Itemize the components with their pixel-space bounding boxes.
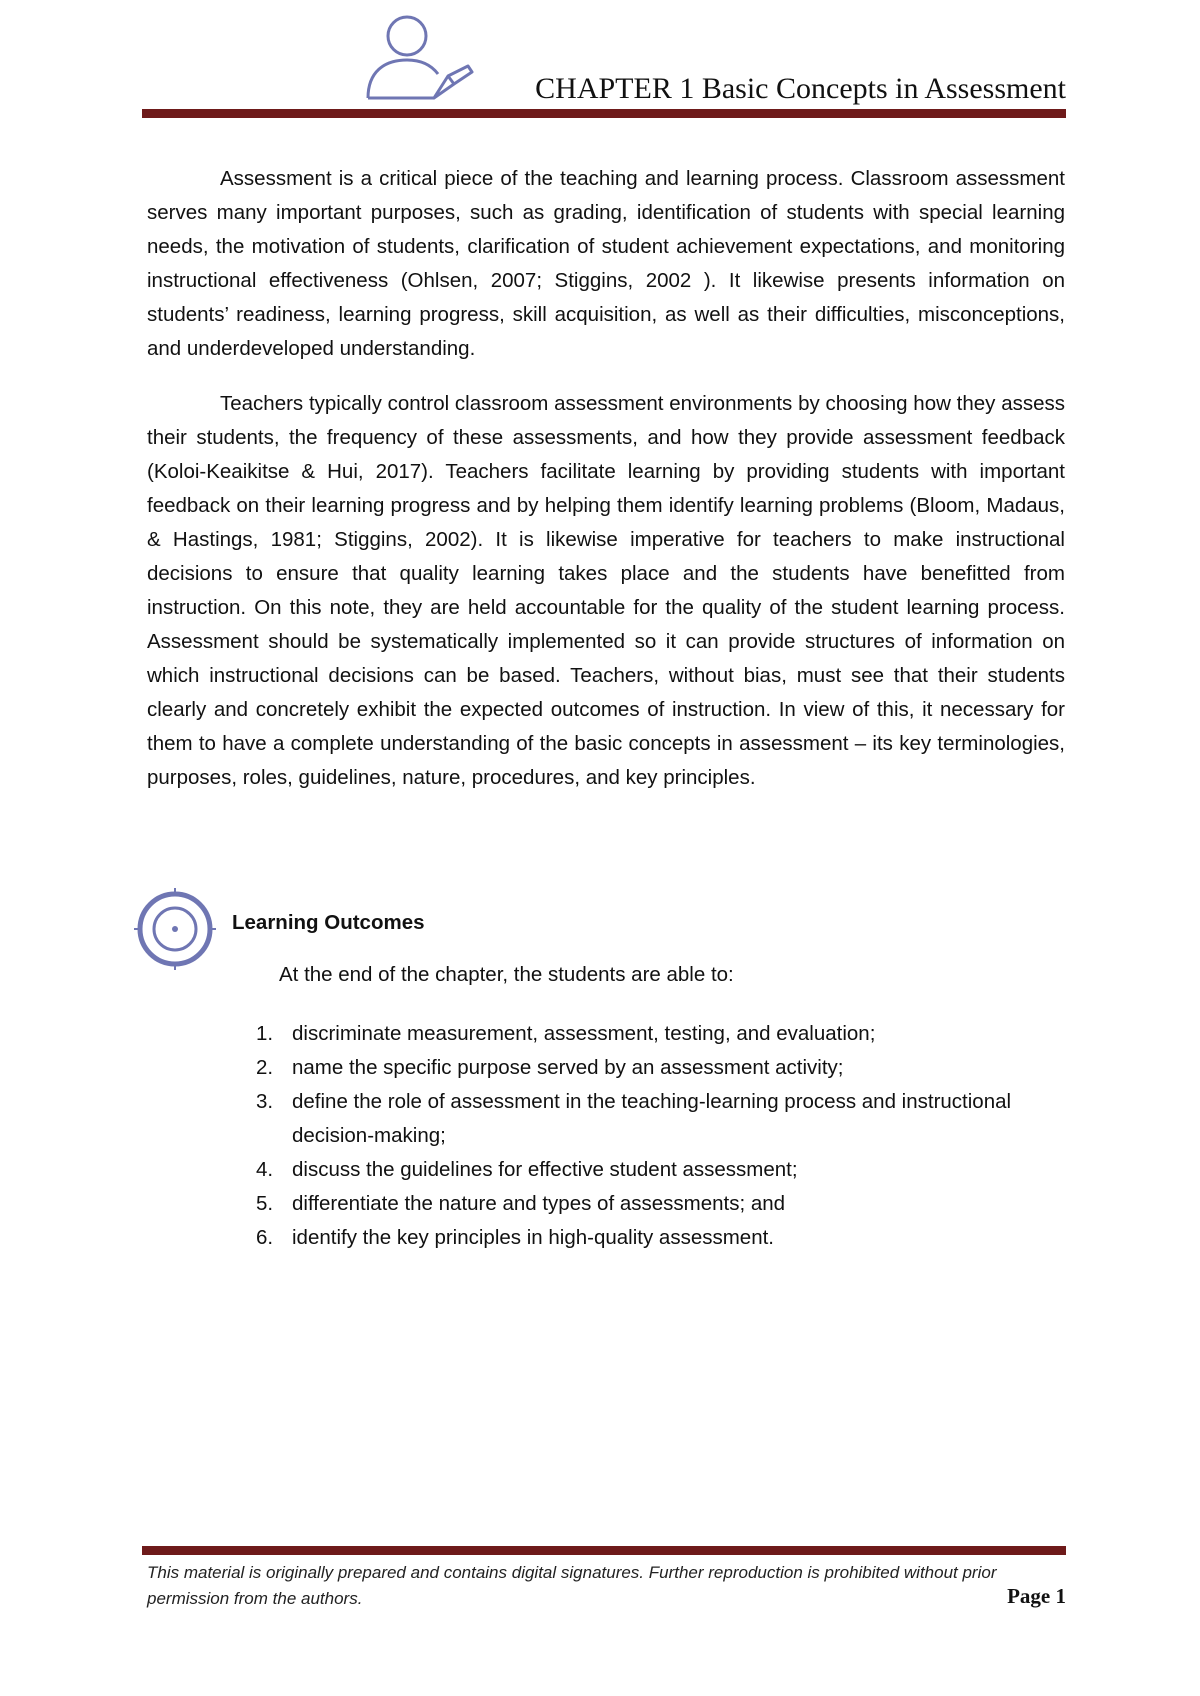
list-item-number: 5. [256,1192,274,1215]
list-item-text: differentiate the nature and types of assessments; and [292,1192,786,1215]
list-item-number: 4. [256,1158,274,1181]
target-icon [134,888,216,970]
list-item-text: name the specific purpose served by an assessment activity; [292,1056,844,1079]
list-item [252,1153,1012,1187]
page-number-value: 1 [1055,1584,1066,1608]
learning-outcomes-intro: At the end of the chapter, the students are able to: [279,963,734,986]
header-rule [142,109,1066,118]
list-item-text: discuss the guidelines for effective student assessment; [292,1158,798,1181]
chapter-title: CHAPTER 1 Basic Concepts in Assessment [535,72,1066,105]
page-label: Page [1007,1584,1051,1608]
list-item [252,1051,1012,1085]
page-number [1007,1584,1066,1609]
person-writing-icon [362,14,474,102]
list-item [252,1017,1012,1051]
list-item [252,1187,1012,1221]
body-paragraph-2: Teachers typically control classroom assessment environments by choosing how they assess their students, the frequency of these assessments, and how they provide assessment feedback (Koloi-Keaikitse & Hui, 2017). Teachers facilitate learning by providing students with important feedback on their learning progress and by helping them identify learning problems (Bloom, Madaus, & Hastings, 1981; Stiggins, 2002). It is likewise imperative for teachers to make instructional decisions to ensure that quality learning takes place and the students have benefitted from instruction. On this note, they are held accountable for the quality of the student learning process. Assessment should be systematically implemented so it can provide structures of information on which instructional decisions can be based. Teachers, without bias, must see that their students clearly and concretely exhibit the expected outcomes of instruction. In view of this, it necessary for them to have a complete understanding of the basic concepts in assessment – its key terminologies, purposes, roles, guidelines, nature, procedures, and key principles. [147,392,1065,789]
list-item-text: identify the key principles in high-quality assessment. [292,1226,774,1249]
list-item-number: 1. [256,1022,274,1045]
list-item-text: define the role of assessment in the teaching-learning process and instructional decision-making; [292,1090,1012,1147]
learning-outcomes-list [252,1017,1012,1255]
learning-outcomes-heading: Learning Outcomes [232,911,425,934]
list-item [252,1221,1012,1255]
footer-note: This material is originally prepared and contains digital signatures. Further reproduction is prohibited without prior permission from the authors. [147,1563,997,1608]
list-item-number: 6. [256,1226,274,1249]
body-paragraph-1: Assessment is a critical piece of the teaching and learning process. Classroom assessment serves many important purposes, such as grading, identification of students with special learning needs, the motivation of students, clarification of student achievement expectations, and monitoring instructional effectiveness (Ohlsen, 2007; Stiggins, 2002 ). It likewise presents information on students’ readiness, learning progress, skill acquisition, as well as their difficulties, misconceptions, and underdeveloped understanding. [147,167,1065,360]
list-item-text: discriminate measurement, assessment, testing, and evaluation; [292,1022,876,1045]
list-item-number: 3. [256,1090,274,1113]
footer-rule [142,1546,1066,1555]
list-item [252,1085,1012,1153]
list-item-number: 2. [256,1056,274,1079]
